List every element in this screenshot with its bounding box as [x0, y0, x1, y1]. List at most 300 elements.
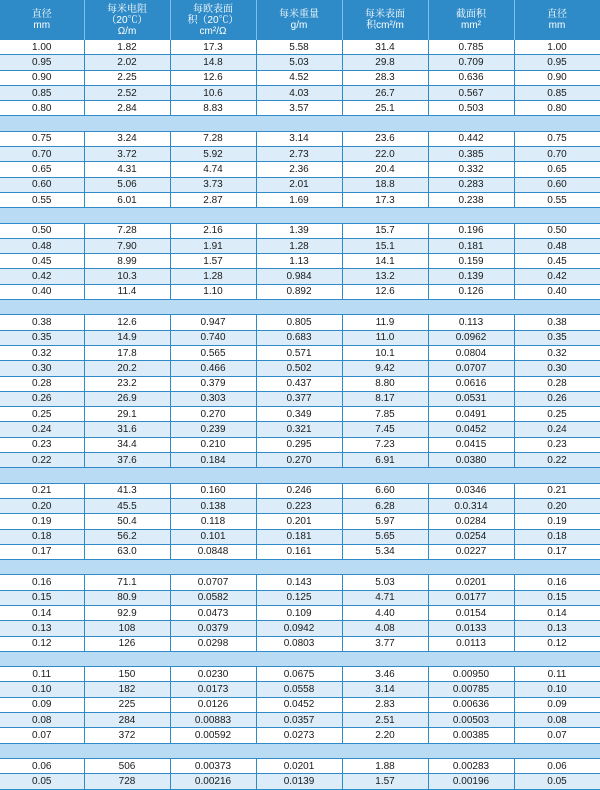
group-separator-row — [0, 300, 600, 315]
table-cell: 0.32 — [514, 345, 600, 360]
table-cell: 1.57 — [170, 254, 256, 269]
table-cell: 0.40 — [0, 284, 84, 299]
table-cell: 8.80 — [342, 376, 428, 391]
table-cell: 0.32 — [0, 345, 84, 360]
table-cell: 0.184 — [170, 453, 256, 468]
table-cell: 0.16 — [0, 575, 84, 590]
table-cell: 0.00636 — [428, 697, 514, 712]
table-cell: 1.13 — [256, 254, 342, 269]
table-cell: 0.00196 — [428, 774, 514, 789]
table-row — [0, 55, 600, 70]
table-cell: 17.8 — [84, 345, 170, 360]
table-cell: 2.01 — [256, 177, 342, 192]
table-cell: 0.0531 — [428, 391, 514, 406]
table-cell: 5.06 — [84, 177, 170, 192]
table-cell: 0.00283 — [428, 758, 514, 773]
table-cell: 0.295 — [256, 437, 342, 452]
header-line: mm — [548, 20, 566, 31]
table-cell: 0.00785 — [428, 682, 514, 697]
table-row — [0, 361, 600, 376]
table-cell: 5.03 — [342, 575, 428, 590]
table-cell: 23.2 — [84, 376, 170, 391]
table-cell: 0.18 — [0, 529, 84, 544]
table-cell: 0.42 — [514, 269, 600, 284]
table-cell: 0.09 — [514, 697, 600, 712]
header-line: Ω/m — [117, 25, 137, 37]
table-row — [0, 621, 600, 636]
table-cell: 0.139 — [428, 269, 514, 284]
table-cell: 0.0201 — [256, 758, 342, 773]
table-row — [0, 713, 600, 728]
table-cell: 0.22 — [514, 453, 600, 468]
header-row — [0, 0, 600, 40]
table-cell: 5.34 — [342, 544, 428, 559]
table-row — [0, 407, 600, 422]
table-cell: 10.1 — [342, 345, 428, 360]
table-cell: 0.00592 — [170, 728, 256, 743]
group-separator-row — [0, 208, 600, 223]
table-cell: 0.0707 — [428, 361, 514, 376]
table-cell: 0.161 — [256, 544, 342, 559]
table-cell: 28.3 — [342, 70, 428, 85]
table-cell: 0.0357 — [256, 713, 342, 728]
table-cell: 1.82 — [84, 40, 170, 55]
table-cell: 0.0154 — [428, 605, 514, 620]
separator-cell — [0, 208, 600, 223]
table-cell: 728 — [84, 774, 170, 789]
table-cell: 0.23 — [514, 437, 600, 452]
table-row — [0, 238, 600, 253]
table-cell: 0.30 — [0, 361, 84, 376]
table-row — [0, 667, 600, 682]
table-row — [0, 85, 600, 100]
table-row — [0, 345, 600, 360]
table-row — [0, 147, 600, 162]
table-cell: 4.40 — [342, 605, 428, 620]
table-cell: 0.75 — [0, 131, 84, 146]
table-row — [0, 101, 600, 116]
table-cell: 0.06 — [0, 758, 84, 773]
table-cell: 0.65 — [514, 162, 600, 177]
table-row — [0, 70, 600, 85]
table-cell: 0.42 — [0, 269, 84, 284]
table-cell: 0.636 — [428, 70, 514, 85]
table-cell: 0.12 — [0, 636, 84, 651]
table-cell: 3.77 — [342, 636, 428, 651]
table-cell: 0.17 — [0, 544, 84, 559]
separator-cell — [0, 468, 600, 483]
table-cell: 13.2 — [342, 269, 428, 284]
table-cell: 0.0803 — [256, 636, 342, 651]
table-cell: 126 — [84, 636, 170, 651]
table-cell: 31.6 — [84, 422, 170, 437]
table-cell: 0.16 — [514, 575, 600, 590]
table-row — [0, 284, 600, 299]
table-cell: 0.38 — [514, 315, 600, 330]
header-resistance-per-meter — [84, 0, 170, 40]
table-cell: 0.805 — [256, 315, 342, 330]
table-row — [0, 422, 600, 437]
header-line: 积cm²/m — [366, 20, 404, 31]
table-cell: 0.40 — [514, 284, 600, 299]
table-cell: 0.223 — [256, 498, 342, 513]
table-cell: 0.321 — [256, 422, 342, 437]
table-cell: 0.0201 — [428, 575, 514, 590]
table-cell: 0.892 — [256, 284, 342, 299]
table-cell: 15.1 — [342, 238, 428, 253]
header-line: 每米重量 — [279, 9, 319, 20]
table-cell: 25.1 — [342, 101, 428, 116]
table-cell: 0.303 — [170, 391, 256, 406]
table-cell: 6.01 — [84, 192, 170, 207]
table-cell: 0.0452 — [256, 697, 342, 712]
table-cell: 0.0616 — [428, 376, 514, 391]
table-cell: 0.138 — [170, 498, 256, 513]
table-cell: 0.90 — [0, 70, 84, 85]
table-cell: 1.28 — [256, 238, 342, 253]
table-cell: 14.1 — [342, 254, 428, 269]
table-cell: 0.35 — [514, 330, 600, 345]
table-cell: 0.0491 — [428, 407, 514, 422]
table-cell: 22.0 — [342, 147, 428, 162]
table-cell: 0.28 — [0, 376, 84, 391]
table-cell: 0.0284 — [428, 514, 514, 529]
table-cell: 18.8 — [342, 177, 428, 192]
table-cell: 0.126 — [428, 284, 514, 299]
table-row — [0, 453, 600, 468]
table-cell: 0.15 — [0, 590, 84, 605]
table-cell: 0.26 — [514, 391, 600, 406]
table-cell: 2.36 — [256, 162, 342, 177]
table-cell: 3.73 — [170, 177, 256, 192]
table-row — [0, 254, 600, 269]
table-cell: 0.181 — [256, 529, 342, 544]
header-line: 积（20℃） — [187, 14, 239, 26]
table-cell: 0.21 — [0, 483, 84, 498]
table-cell: 80.9 — [84, 590, 170, 605]
table-cell: 0.181 — [428, 238, 514, 253]
table-cell: 0.25 — [514, 407, 600, 422]
header-diameter-mm-right — [514, 0, 600, 40]
table-cell: 0.238 — [428, 192, 514, 207]
table-cell: 4.74 — [170, 162, 256, 177]
table-cell: 5.92 — [170, 147, 256, 162]
table-cell: 0.50 — [514, 223, 600, 238]
table-cell: 3.14 — [256, 131, 342, 146]
table-cell: 0.21 — [514, 483, 600, 498]
header-line: mm — [33, 20, 51, 31]
table-cell: 0.683 — [256, 330, 342, 345]
table-cell: 0.502 — [256, 361, 342, 376]
separator-cell — [0, 116, 600, 131]
table-cell: 0.35 — [0, 330, 84, 345]
table-cell: 2.20 — [342, 728, 428, 743]
table-row — [0, 728, 600, 743]
table-cell: 0.196 — [428, 223, 514, 238]
table-row — [0, 162, 600, 177]
table-cell: 0.709 — [428, 55, 514, 70]
table-cell: 0.26 — [0, 391, 84, 406]
header-line: 每米电阻 — [107, 3, 147, 15]
table-row — [0, 192, 600, 207]
separator-cell — [0, 560, 600, 575]
separator-cell — [0, 743, 600, 758]
table-cell: 0.05 — [0, 774, 84, 789]
table-cell: 0.571 — [256, 345, 342, 360]
table-cell: 8.99 — [84, 254, 170, 269]
table-cell: 0.75 — [514, 131, 600, 146]
table-cell: 182 — [84, 682, 170, 697]
table-cell: 14.9 — [84, 330, 170, 345]
table-cell: 0.0139 — [256, 774, 342, 789]
table-row — [0, 636, 600, 651]
table-cell: 0.55 — [0, 192, 84, 207]
table-row — [0, 498, 600, 513]
table-cell: 2.16 — [170, 223, 256, 238]
table-row — [0, 575, 600, 590]
table-cell: 0.00883 — [170, 713, 256, 728]
table-cell: 14.8 — [170, 55, 256, 70]
table-cell: 3.72 — [84, 147, 170, 162]
table-cell: 6.60 — [342, 483, 428, 498]
table-cell: 0.0558 — [256, 682, 342, 697]
table-cell: 11.9 — [342, 315, 428, 330]
table-cell: 3.24 — [84, 131, 170, 146]
table-cell: 7.85 — [342, 407, 428, 422]
table-cell: 45.5 — [84, 498, 170, 513]
table-cell: 0.0675 — [256, 667, 342, 682]
table-row — [0, 758, 600, 773]
table-cell: 0.60 — [514, 177, 600, 192]
table-cell: 2.25 — [84, 70, 170, 85]
table-cell: 0.38 — [0, 315, 84, 330]
table-cell: 0.565 — [170, 345, 256, 360]
table-cell: 0.20 — [0, 498, 84, 513]
table-cell: 0.0273 — [256, 728, 342, 743]
table-row — [0, 483, 600, 498]
table-cell: 0.283 — [428, 177, 514, 192]
table-cell: 0.0.314 — [428, 498, 514, 513]
table-row — [0, 40, 600, 55]
table-cell: 41.3 — [84, 483, 170, 498]
table-cell: 0.90 — [514, 70, 600, 85]
table-cell: 0.143 — [256, 575, 342, 590]
table-cell: 26.7 — [342, 85, 428, 100]
table-cell: 0.0380 — [428, 453, 514, 468]
table-row — [0, 544, 600, 559]
table-row — [0, 514, 600, 529]
table-cell: 0.05 — [514, 774, 600, 789]
table-cell: 0.442 — [428, 131, 514, 146]
table-cell: 0.270 — [256, 453, 342, 468]
table-cell: 0.109 — [256, 605, 342, 620]
table-cell: 1.57 — [342, 774, 428, 789]
table-cell: 7.28 — [84, 223, 170, 238]
table-cell: 92.9 — [84, 605, 170, 620]
table-cell: 0.09 — [0, 697, 84, 712]
table-cell: 10.3 — [84, 269, 170, 284]
table-cell: 0.0452 — [428, 422, 514, 437]
table-cell: 0.00385 — [428, 728, 514, 743]
table-cell: 506 — [84, 758, 170, 773]
header-line: （20℃） — [106, 14, 148, 26]
table-row — [0, 223, 600, 238]
table-cell: 0.101 — [170, 529, 256, 544]
header-line: 直径 — [31, 9, 52, 20]
table-cell: 29.8 — [342, 55, 428, 70]
header-line: mm² — [461, 20, 481, 31]
table-cell: 5.58 — [256, 40, 342, 55]
table-cell: 10.6 — [170, 85, 256, 100]
header-line: 截面积 — [456, 9, 486, 20]
table-cell: 0.0379 — [170, 621, 256, 636]
table-cell: 20.4 — [342, 162, 428, 177]
table-cell: 0.785 — [428, 40, 514, 55]
table-cell: 1.00 — [514, 40, 600, 55]
table-row — [0, 682, 600, 697]
table-row — [0, 269, 600, 284]
table-cell: 0.740 — [170, 330, 256, 345]
table-cell: 4.08 — [342, 621, 428, 636]
table-cell: 5.03 — [256, 55, 342, 70]
table-cell: 0.25 — [0, 407, 84, 422]
table-cell: 1.28 — [170, 269, 256, 284]
table-cell: 2.51 — [342, 713, 428, 728]
table-cell: 0.45 — [514, 254, 600, 269]
separator-cell — [0, 651, 600, 666]
table-cell: 1.91 — [170, 238, 256, 253]
table-row — [0, 529, 600, 544]
table-cell: 0.20 — [514, 498, 600, 513]
table-cell: 0.567 — [428, 85, 514, 100]
table-cell: 0.15 — [514, 590, 600, 605]
table-cell: 0.113 — [428, 315, 514, 330]
table-cell: 50.4 — [84, 514, 170, 529]
table-cell: 4.31 — [84, 162, 170, 177]
table-cell: 7.28 — [170, 131, 256, 146]
table-row — [0, 590, 600, 605]
table-cell: 0.118 — [170, 514, 256, 529]
table-cell: 0.201 — [256, 514, 342, 529]
group-separator-row — [0, 116, 600, 131]
table-row — [0, 437, 600, 452]
table-cell: 2.83 — [342, 697, 428, 712]
table-cell: 0.85 — [514, 85, 600, 100]
table-cell: 0.07 — [0, 728, 84, 743]
table-cell: 0.19 — [514, 514, 600, 529]
table-cell: 0.0942 — [256, 621, 342, 636]
table-body — [0, 40, 600, 789]
table-cell: 0.14 — [514, 605, 600, 620]
table-cell: 372 — [84, 728, 170, 743]
table-cell: 150 — [84, 667, 170, 682]
table-cell: 0.60 — [0, 177, 84, 192]
table-cell: 15.7 — [342, 223, 428, 238]
table-cell: 0.19 — [0, 514, 84, 529]
table-cell: 0.0254 — [428, 529, 514, 544]
table-cell: 0.379 — [170, 376, 256, 391]
header-line: g/m — [290, 20, 308, 31]
table-cell: 0.246 — [256, 483, 342, 498]
table-cell: 0.07 — [514, 728, 600, 743]
table-cell: 0.0133 — [428, 621, 514, 636]
table-cell: 17.3 — [170, 40, 256, 55]
table-cell: 0.385 — [428, 147, 514, 162]
table-cell: 8.17 — [342, 391, 428, 406]
table-cell: 2.73 — [256, 147, 342, 162]
table-cell: 63.0 — [84, 544, 170, 559]
table-cell: 0.159 — [428, 254, 514, 269]
table-cell: 0.48 — [0, 238, 84, 253]
table-cell: 0.10 — [0, 682, 84, 697]
table-cell: 0.12 — [514, 636, 600, 651]
table-cell: 0.0177 — [428, 590, 514, 605]
group-separator-row — [0, 468, 600, 483]
table-cell: 9.42 — [342, 361, 428, 376]
table-cell: 0.11 — [0, 667, 84, 682]
table-cell: 0.30 — [514, 361, 600, 376]
table-cell: 225 — [84, 697, 170, 712]
table-cell: 34.4 — [84, 437, 170, 452]
header-cross-section-area — [428, 0, 514, 40]
table-cell: 0.06 — [514, 758, 600, 773]
table-cell: 0.210 — [170, 437, 256, 452]
table-cell: 0.0473 — [170, 605, 256, 620]
table-row — [0, 774, 600, 789]
header-line: cm²/Ω — [199, 25, 227, 37]
table-cell: 0.95 — [514, 55, 600, 70]
header-weight-per-meter — [256, 0, 342, 40]
header-surface-per-ohm — [170, 0, 256, 40]
table-cell: 0.70 — [0, 147, 84, 162]
table-cell: 1.10 — [170, 284, 256, 299]
table-cell: 0.270 — [170, 407, 256, 422]
table-cell: 284 — [84, 713, 170, 728]
separator-cell — [0, 300, 600, 315]
table-row — [0, 391, 600, 406]
table-cell: 0.0804 — [428, 345, 514, 360]
table-cell: 0.349 — [256, 407, 342, 422]
table-row — [0, 177, 600, 192]
table-cell: 12.6 — [84, 315, 170, 330]
table-cell: 0.08 — [514, 713, 600, 728]
table-cell: 0.947 — [170, 315, 256, 330]
table-cell: 0.18 — [514, 529, 600, 544]
table-cell: 8.83 — [170, 101, 256, 116]
table-cell: 0.0707 — [170, 575, 256, 590]
table-cell: 71.1 — [84, 575, 170, 590]
table-cell: 2.52 — [84, 85, 170, 100]
table-cell: 23.6 — [342, 131, 428, 146]
header-line: 每欧表面 — [193, 3, 233, 15]
table-cell: 0.24 — [514, 422, 600, 437]
table-cell: 0.22 — [0, 453, 84, 468]
table-row — [0, 376, 600, 391]
table-cell: 0.48 — [514, 238, 600, 253]
table-cell: 0.80 — [514, 101, 600, 116]
table-cell: 0.0126 — [170, 697, 256, 712]
table-cell: 37.6 — [84, 453, 170, 468]
table-cell: 17.3 — [342, 192, 428, 207]
group-separator-row — [0, 651, 600, 666]
table-cell: 0.23 — [0, 437, 84, 452]
table-row — [0, 330, 600, 345]
table-cell: 4.52 — [256, 70, 342, 85]
header-line: 直径 — [547, 9, 567, 20]
table-cell: 12.6 — [342, 284, 428, 299]
table-cell: 108 — [84, 621, 170, 636]
table-cell: 0.437 — [256, 376, 342, 391]
